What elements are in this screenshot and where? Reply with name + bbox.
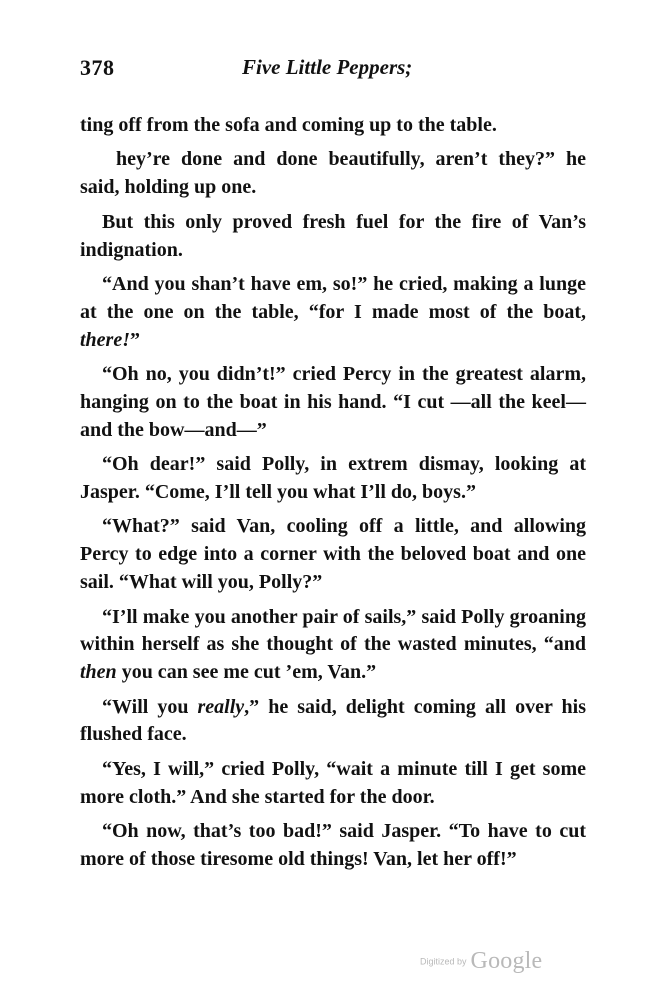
paragraph-text: “And you shan’t have em, so!” he cried, making a lunge at the one on the table, “for I made most of the boat, <box>80 273 586 323</box>
paragraph <box>80 209 586 265</box>
watermark-digitized-label: Digitized by <box>420 956 467 967</box>
paragraph <box>80 513 586 596</box>
paragraph-text: “Oh dear!” said Polly, in extrem dismay, looking at Jasper. “Come, I’ll tell you what I’ll do, boys.” <box>80 453 586 503</box>
paragraph <box>80 271 586 354</box>
running-title: Five Little Peppers; <box>242 55 413 79</box>
paragraph <box>80 112 586 140</box>
paragraph <box>80 361 586 444</box>
page-number: 378 <box>80 55 115 80</box>
paragraph-text: “What?” said Van, cooling off a little, and allowing Percy to edge into a corner with the beloved boat and one sail. “What will you, Polly?” <box>80 515 586 594</box>
paragraph <box>80 694 586 750</box>
paragraph-text: ” <box>130 328 140 351</box>
paragraph <box>80 451 586 507</box>
paragraph <box>80 146 586 202</box>
emphasized-text: there! <box>80 328 130 351</box>
page-header <box>80 55 590 85</box>
paragraph-text: “Oh no, you didn’t!” cried Percy in the greatest alarm, hanging on to the boat in his hand. “I cut —all the keel—and the bow—and—” <box>80 363 586 441</box>
paragraph-text: “Will you <box>102 695 198 718</box>
paragraph <box>80 756 586 812</box>
paragraph-text: But this only proved fresh fuel for the fire of Van’s indignation. <box>80 210 586 261</box>
paragraph-text: ,” he said, delight coming all over his flushed face. <box>80 695 586 746</box>
paragraph-text: “I’ll make you another pair of sails,” said Polly groaning within herself as she thought of the wasted minutes, “and <box>80 605 586 656</box>
body-text <box>80 112 586 880</box>
paragraph-text: “Yes, I will,” cried Polly, “wait a minute till I get some more cloth.” And she started for the door. <box>80 757 586 808</box>
emphasized-text: then <box>80 661 117 684</box>
paragraph-text: ting off from the sofa and coming up to the table. <box>80 114 497 136</box>
watermark-brand-logo: Google <box>470 948 543 974</box>
paragraph <box>80 818 586 874</box>
paragraph <box>80 604 586 687</box>
paragraph-text: hey’re done and done beautifully, aren’t they?” he said, holding up one. <box>80 148 586 199</box>
paragraph-text: “Oh now, that’s too bad!” said Jasper. “To have to cut more of those tiresome old things! Van, let her off!” <box>80 820 586 870</box>
emphasized-text: really <box>197 695 245 718</box>
paragraph-text: you can see me cut ’em, Van.” <box>116 661 377 684</box>
google-watermark <box>420 948 542 975</box>
